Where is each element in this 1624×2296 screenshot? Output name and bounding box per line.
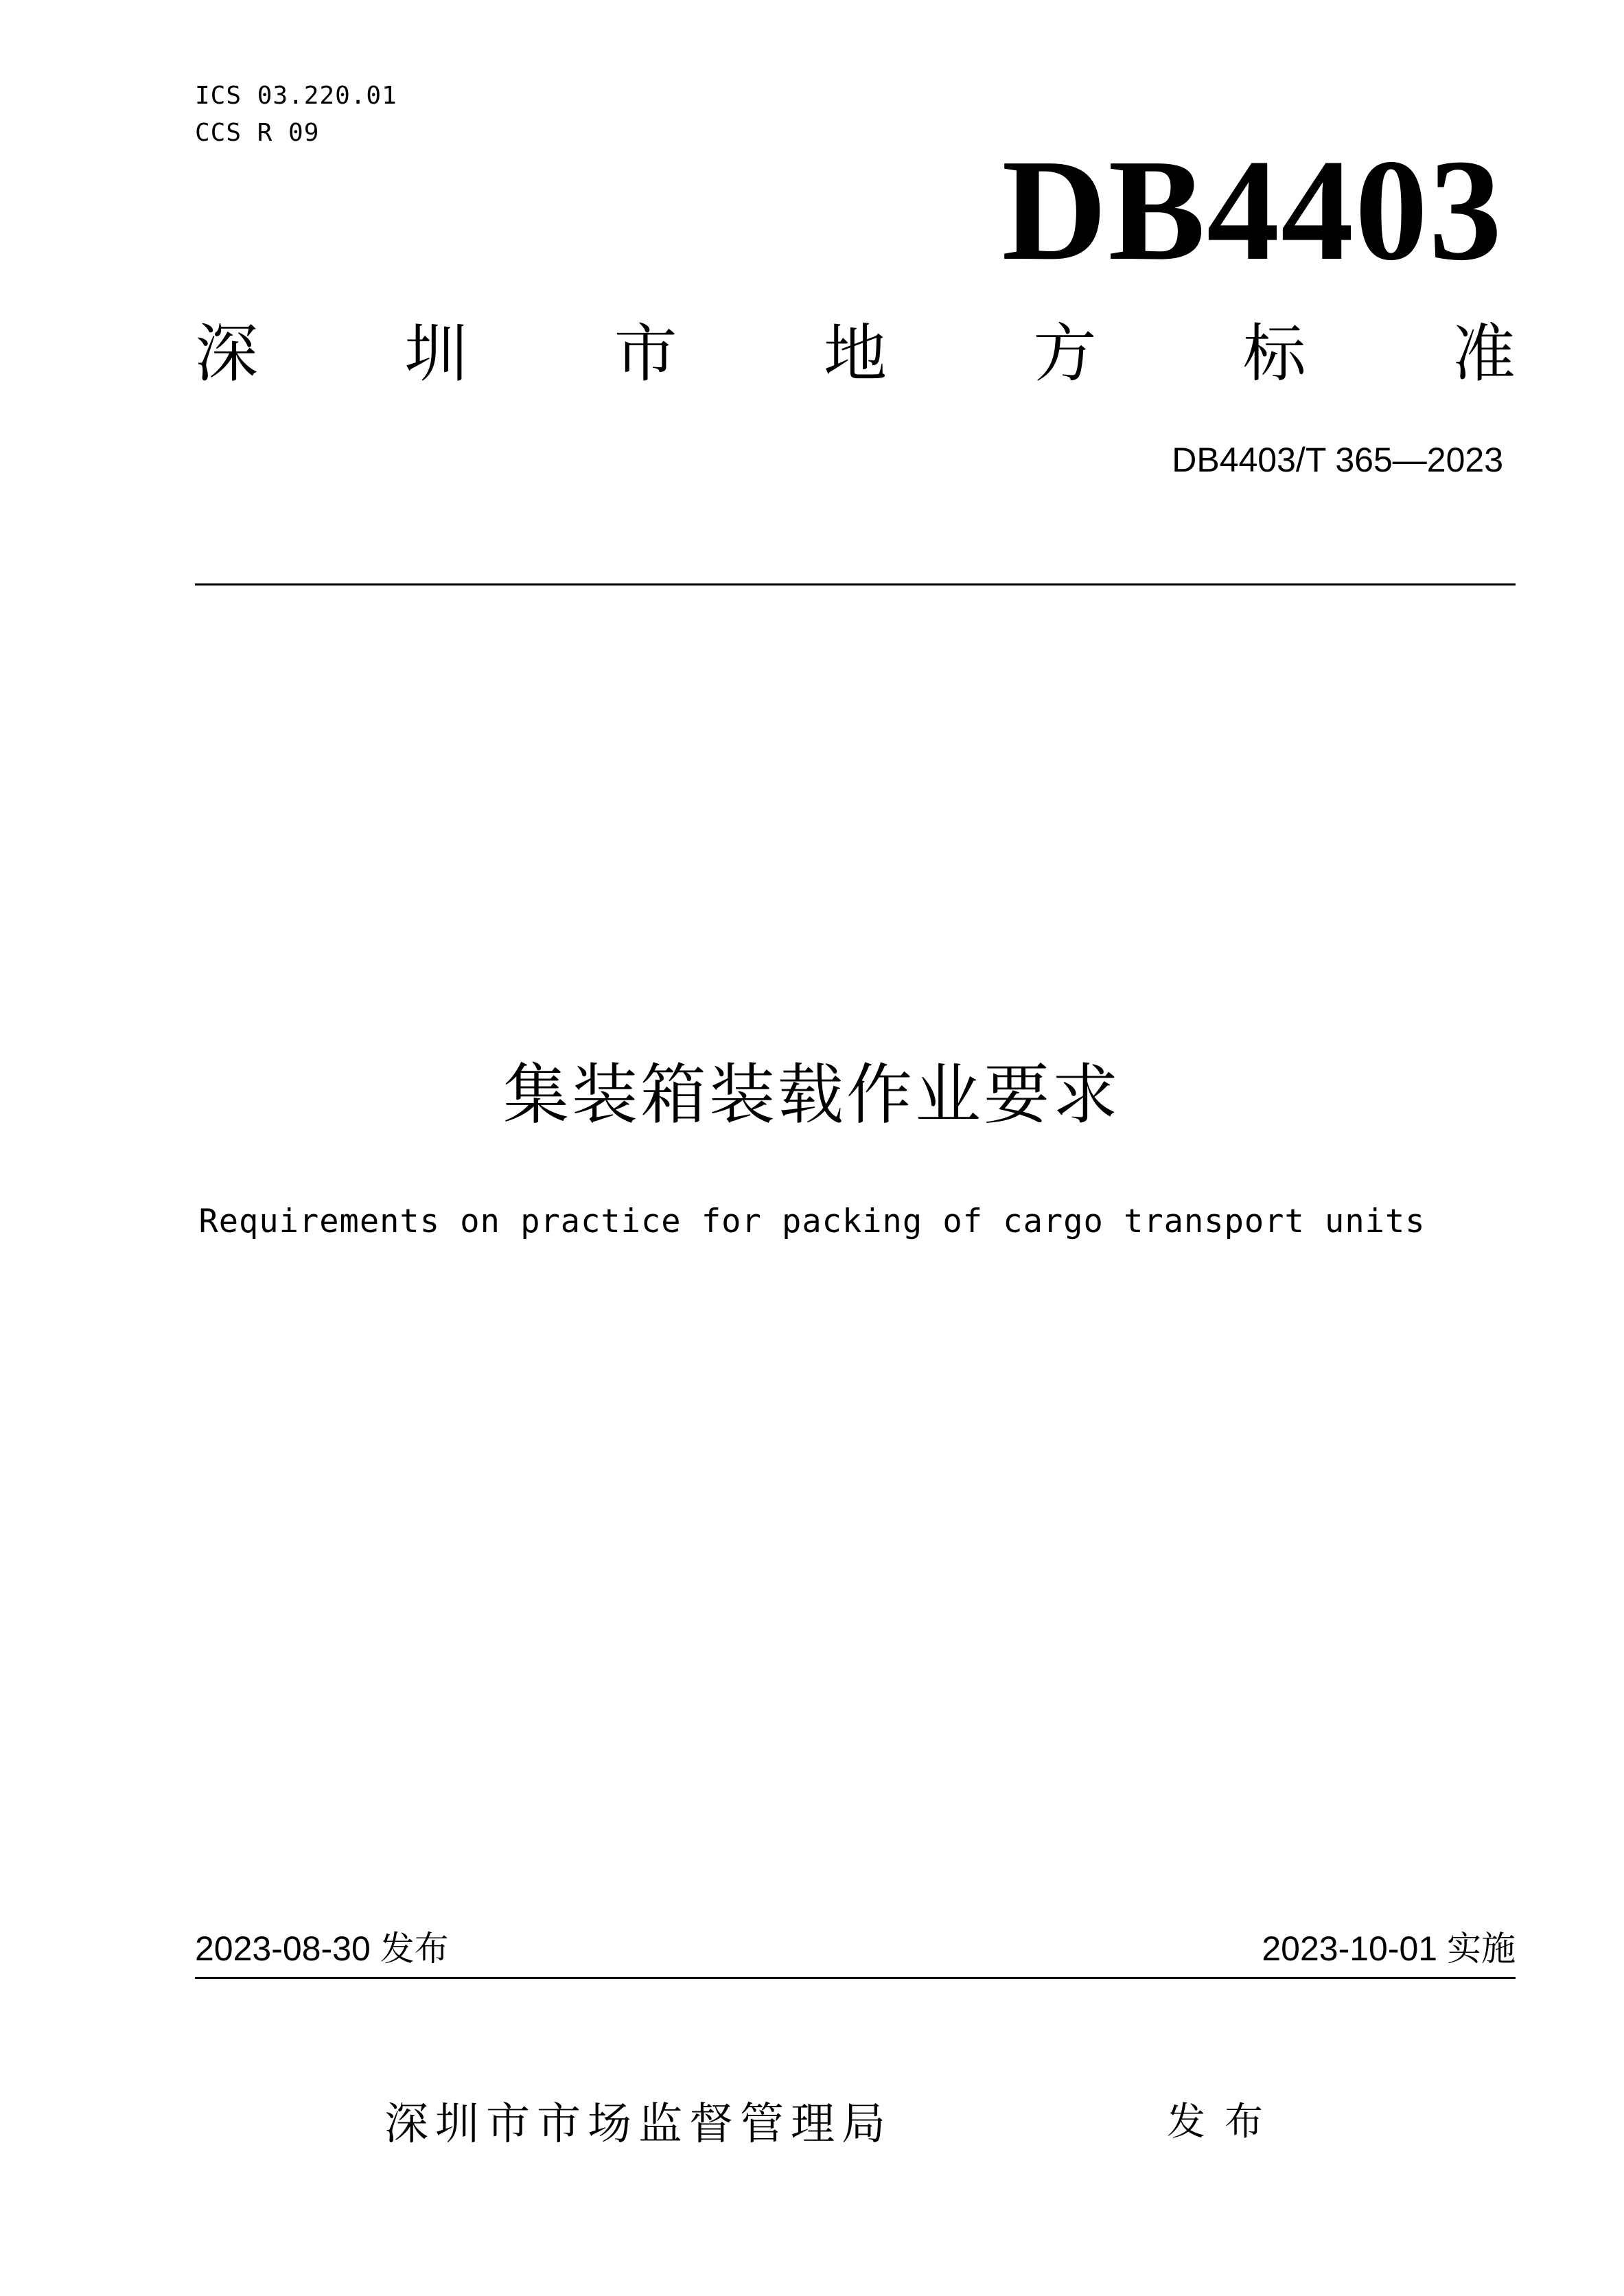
standard-number: DB4403/T 365—2023 (1172, 441, 1503, 479)
issue-label: 发布 (1167, 2100, 1282, 2144)
standard-type-char: 深 (195, 317, 259, 391)
standard-type-char: 市 (614, 317, 677, 391)
top-divider (195, 583, 1516, 585)
standard-type-char: 地 (823, 317, 887, 391)
document-title-chinese: 集装箱装载作业要求 (503, 1056, 1121, 1133)
date-row (195, 1927, 1516, 1970)
issuing-authority: 深圳市市场监督管理局 (384, 2099, 892, 2150)
standard-type-char: 圳 (404, 317, 468, 391)
standard-type-heading (195, 316, 1516, 393)
standard-type-char: 标 (1242, 317, 1306, 391)
publish-date: 2023-08-30 发布 (195, 1929, 449, 1968)
ccs-code: CCS R 09 (195, 119, 320, 147)
document-title-english: Requirements on practice for packing of cargo transport units (198, 1203, 1426, 1240)
standard-logo: DB4403 (1001, 129, 1503, 290)
implement-date: 2023-10-01 实施 (1262, 1929, 1516, 1968)
ics-code: ICS 03.220.01 (195, 82, 397, 110)
standard-type-char: 准 (1452, 317, 1516, 391)
bottom-divider (195, 1977, 1516, 1979)
standard-type-char: 方 (1033, 317, 1097, 391)
